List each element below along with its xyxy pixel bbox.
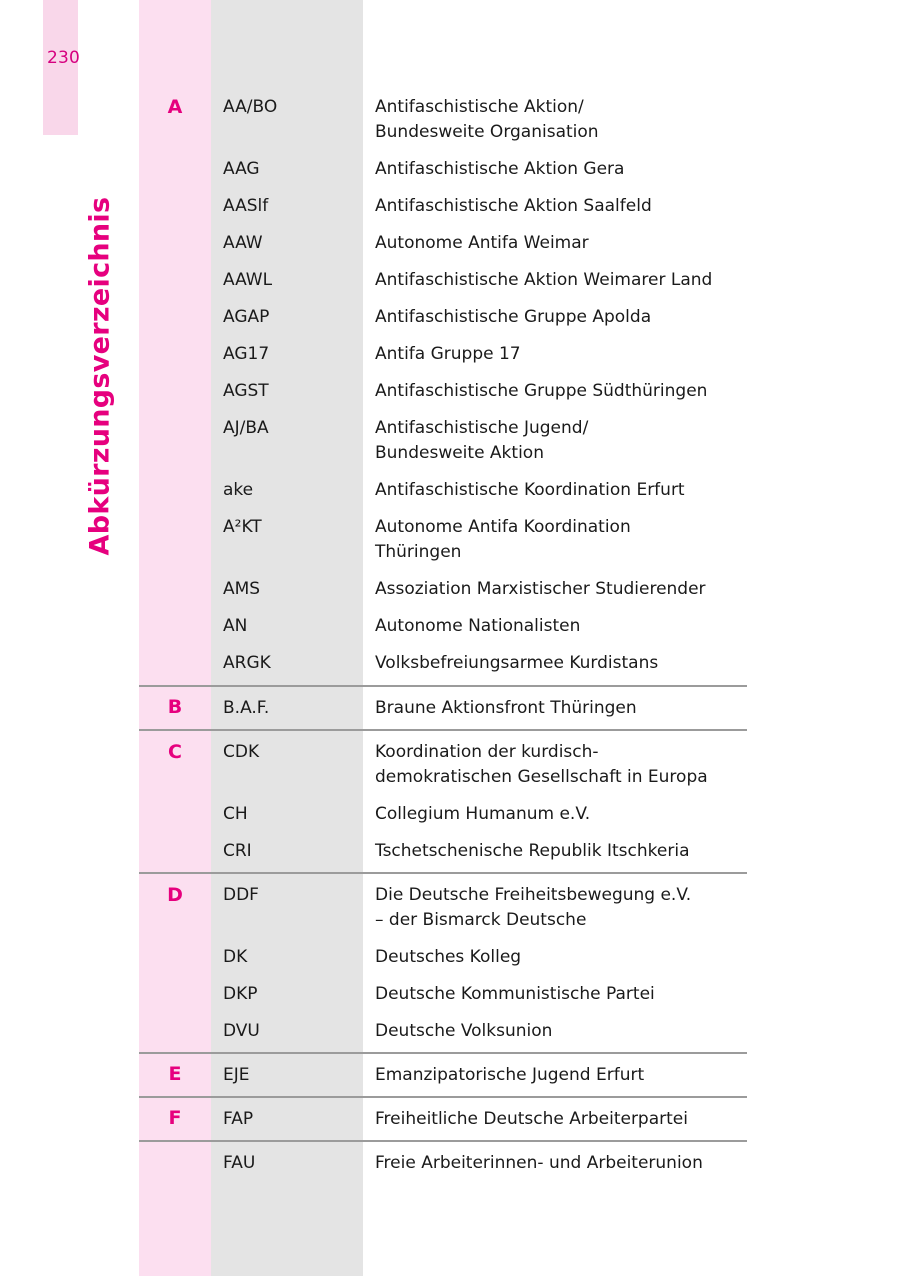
abbreviation: DKP bbox=[223, 984, 258, 1004]
table-row bbox=[211, 231, 747, 256]
table-row bbox=[211, 342, 747, 367]
meaning-line: Antifaschistische Jugend/ bbox=[375, 418, 589, 438]
table-row bbox=[211, 416, 747, 466]
table-row bbox=[211, 1063, 747, 1088]
group-letter: C bbox=[168, 741, 182, 763]
table-row bbox=[211, 1107, 747, 1132]
group-rows bbox=[211, 1151, 747, 1176]
table-row bbox=[211, 696, 747, 721]
abbreviation: CH bbox=[223, 804, 248, 824]
abbreviation: AA/BO bbox=[223, 97, 278, 117]
table-row bbox=[211, 478, 747, 503]
letter-group-f-continued bbox=[139, 1142, 747, 1184]
meaning: Deutsche Volksunion bbox=[375, 1021, 553, 1041]
abbreviation: AJ/BA bbox=[223, 418, 269, 438]
abbreviation: FAU bbox=[223, 1153, 256, 1173]
group-rows bbox=[211, 740, 747, 864]
meaning: Assoziation Marxistischer Studierender bbox=[375, 579, 706, 599]
group-rows bbox=[211, 883, 747, 1044]
meaning: Emanzipatorische Jugend Erfurt bbox=[375, 1065, 645, 1085]
abbreviation: CRI bbox=[223, 841, 252, 861]
abbreviation: DVU bbox=[223, 1021, 260, 1041]
table-row bbox=[211, 802, 747, 827]
table-row bbox=[211, 95, 747, 145]
abbreviation: ARGK bbox=[223, 653, 271, 673]
abbreviation: AG17 bbox=[223, 344, 270, 364]
table-row bbox=[211, 379, 747, 404]
meaning-line: Thüringen bbox=[375, 542, 462, 562]
abbreviation: EJE bbox=[223, 1065, 250, 1085]
meaning: Collegium Humanum e.V. bbox=[375, 804, 591, 824]
chapter-title: Abkürzungsverzeichnis bbox=[84, 196, 116, 556]
group-rows bbox=[211, 95, 747, 676]
abbreviation: AASlf bbox=[223, 196, 269, 216]
meaning bbox=[363, 416, 747, 466]
table-row bbox=[211, 194, 747, 219]
group-letter: E bbox=[168, 1063, 182, 1085]
table-row bbox=[211, 1019, 747, 1044]
abbreviation: CDK bbox=[223, 742, 260, 762]
meaning: Antifa Gruppe 17 bbox=[375, 344, 521, 364]
meaning-line: Bundesweite Organisation bbox=[375, 122, 599, 142]
abbreviation: AN bbox=[223, 616, 248, 636]
table-row bbox=[211, 651, 747, 676]
abbreviation: ake bbox=[223, 480, 254, 500]
abbreviation: DK bbox=[223, 947, 248, 967]
letter-group-c bbox=[139, 731, 747, 874]
meaning: Tschetschenische Republik Itschkeria bbox=[375, 841, 690, 861]
page-number: 230 bbox=[47, 48, 81, 68]
abbreviation: AAWL bbox=[223, 270, 273, 290]
meaning: Antifaschistische Gruppe Südthüringen bbox=[375, 381, 708, 401]
table-row bbox=[211, 1151, 747, 1176]
abbreviation: AAG bbox=[223, 159, 260, 179]
meaning: Antifaschistische Gruppe Apolda bbox=[375, 307, 652, 327]
letter-group-d bbox=[139, 874, 747, 1054]
table-row bbox=[211, 883, 747, 933]
abbreviation: AGST bbox=[223, 381, 269, 401]
meaning-line: Autonome Antifa Koordination bbox=[375, 517, 631, 537]
letter-group-f bbox=[139, 1098, 747, 1142]
table-row bbox=[211, 945, 747, 970]
meaning: Autonome Antifa Weimar bbox=[375, 233, 589, 253]
group-rows bbox=[211, 1063, 747, 1088]
table-row bbox=[211, 157, 747, 182]
meaning-line: Koordination der kurdisch- bbox=[375, 742, 599, 762]
table-row bbox=[211, 740, 747, 790]
meaning: Volksbefreiungsarmee Kurdistans bbox=[375, 653, 659, 673]
meaning-line: Bundesweite Aktion bbox=[375, 443, 544, 463]
group-letter: D bbox=[167, 884, 183, 906]
meaning: Deutsche Kommunistische Partei bbox=[375, 984, 655, 1004]
meaning: Antifaschistische Aktion Gera bbox=[375, 159, 625, 179]
meaning: Antifaschistische Aktion Saalfeld bbox=[375, 196, 652, 216]
abbreviation: FAP bbox=[223, 1109, 254, 1129]
table-row bbox=[211, 305, 747, 330]
meaning: Freie Arbeiterinnen- und Arbeiterunion bbox=[375, 1153, 703, 1173]
group-letter: F bbox=[168, 1107, 182, 1129]
table-row bbox=[211, 268, 747, 293]
letter-group-e bbox=[139, 1054, 747, 1098]
meaning: Braune Aktionsfront Thüringen bbox=[375, 698, 637, 718]
abbreviation: A²KT bbox=[223, 517, 262, 537]
meaning bbox=[363, 740, 747, 790]
meaning bbox=[363, 883, 747, 933]
meaning: Antifaschistische Koordination Erfurt bbox=[375, 480, 685, 500]
meaning: Freiheitliche Deutsche Arbeiterpartei bbox=[375, 1109, 688, 1129]
group-letter: B bbox=[167, 696, 183, 718]
table-row bbox=[211, 839, 747, 864]
group-letter: A bbox=[167, 96, 183, 118]
table-row bbox=[211, 982, 747, 1007]
abbreviation: AMS bbox=[223, 579, 261, 599]
meaning: Deutsches Kolleg bbox=[375, 947, 522, 967]
meaning-line: Die Deutsche Freiheitsbewegung e.V. bbox=[375, 885, 692, 905]
letter-group-b bbox=[139, 687, 747, 731]
meaning bbox=[363, 95, 747, 145]
abbreviation: AGAP bbox=[223, 307, 270, 327]
meaning: Autonome Nationalisten bbox=[375, 616, 581, 636]
abbreviation: DDF bbox=[223, 885, 259, 905]
meaning-line: demokratischen Gesellschaft in Europa bbox=[375, 767, 708, 787]
table-row bbox=[211, 515, 747, 565]
group-rows bbox=[211, 696, 747, 721]
abbreviations-table bbox=[139, 0, 747, 1184]
group-rows bbox=[211, 1107, 747, 1132]
meaning: Antifaschistische Aktion Weimarer Land bbox=[375, 270, 713, 290]
table-row bbox=[211, 614, 747, 639]
meaning bbox=[363, 515, 747, 565]
abbreviation: AAW bbox=[223, 233, 263, 253]
meaning-line: – der Bismarck Deutsche bbox=[375, 910, 587, 930]
meaning-line: Antifaschistische Aktion/ bbox=[375, 97, 584, 117]
table-row bbox=[211, 577, 747, 602]
abbreviation: B.A.F. bbox=[223, 698, 270, 718]
letter-group-a bbox=[139, 0, 747, 687]
